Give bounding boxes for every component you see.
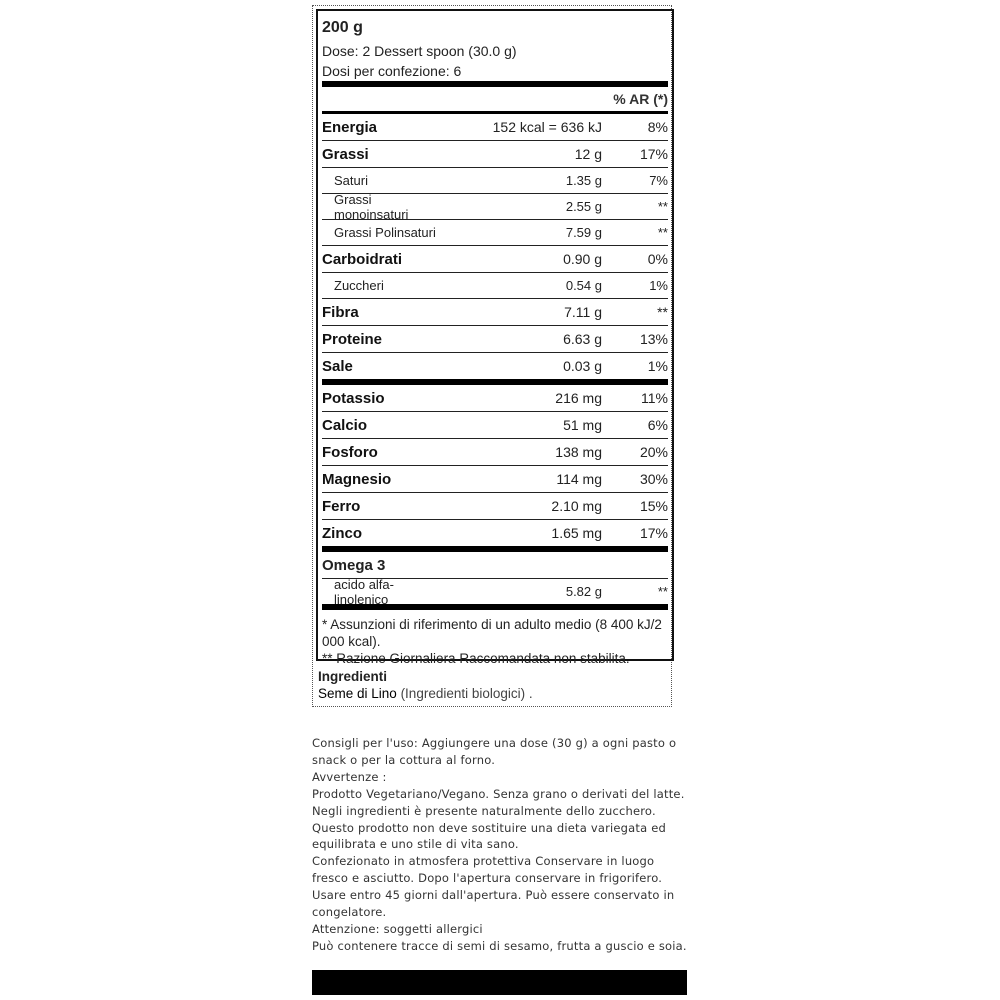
nutrient-row	[322, 299, 668, 326]
nutrient-name: Grassi Polinsaturi	[334, 225, 436, 240]
footnote: ** Razione Giornaliera Raccomandata non stabilita.	[322, 651, 630, 666]
nutrient-row	[322, 576, 668, 607]
nutrient-name: Magnesio	[322, 470, 392, 488]
nutrient-value: 216 mg	[555, 390, 602, 406]
nutrient-value: 7.11 g	[564, 304, 602, 320]
nutrient-row	[322, 493, 668, 520]
footnote: * Assunzioni di riferimento di un adulto medio (8 400 kJ/2 000 kcal).	[322, 617, 662, 649]
nutrient-value: 2.10 mg	[551, 498, 602, 514]
nutrient-pct: 20%	[639, 444, 668, 460]
ingredient-note: (Ingredienti biologici) .	[396, 686, 533, 701]
nutrient-value: 5.82 g	[565, 584, 602, 599]
description-paragraph: Può contenere tracce di semi di sesamo, frutta a guscio e soia.	[312, 938, 687, 953]
ar-header: % AR (*)	[613, 91, 668, 107]
footnotes	[322, 616, 668, 667]
nutrient-value: 6.63 g	[563, 331, 602, 347]
nutrient-row	[322, 466, 668, 493]
nutrient-pct: 6%	[647, 417, 668, 433]
nutrient-row	[322, 168, 668, 194]
nutrient-pct: 11%	[641, 390, 668, 406]
nutrient-name: Saturi	[334, 173, 368, 188]
nutrient-value: 51 mg	[563, 417, 602, 433]
doses-per-pack: Dosi per confezione: 6	[322, 63, 462, 79]
nutrient-pct: 17%	[639, 146, 668, 162]
nutrient-name: Grassi monoinsaturi	[334, 191, 409, 222]
nutrient-pct: 0%	[647, 251, 668, 267]
nutrient-name: Zinco	[322, 524, 362, 542]
nutrient-name: Zuccheri	[334, 278, 384, 293]
nutrient-name: Carboidrati	[322, 250, 403, 268]
nutrient-value: 138 mg	[555, 444, 602, 460]
nutrient-name: acido alfa-linolenico	[334, 576, 394, 607]
nutrient-pct: **	[657, 584, 668, 599]
description-paragraph: Attenzione: soggetti allergici	[312, 921, 483, 936]
nutrient-name: Proteine	[322, 330, 383, 348]
nutrient-name: Calcio	[322, 416, 368, 434]
nutrient-pct: **	[657, 225, 668, 240]
nutrient-row	[322, 353, 668, 379]
nutrient-pct: 30%	[639, 471, 668, 487]
black-bar	[312, 970, 687, 995]
nutrient-pct: 17%	[639, 525, 668, 541]
description-paragraph: Confezionato in atmosfera protettiva Conservare in luogo fresco e asciutto. Dopo l'apertura conservare in frigorifero. Usare entro 45 giorni dall'apertura. Può essere conservato in congelatore.	[312, 854, 675, 920]
nutrient-value: 114 mg	[556, 471, 602, 487]
nutrition-table	[316, 9, 674, 666]
nutrient-row	[322, 141, 668, 168]
description-paragraph: Consigli per l'uso: Aggiungere una dose (30 g) a ogni pasto o snack o per la cottura al forno.	[312, 736, 677, 767]
nutrient-name: Fosforo	[322, 443, 378, 461]
ingredient-main: Seme di Lino	[318, 686, 397, 701]
dose: Dose: 2 Dessert spoon (30.0 g)	[322, 43, 517, 59]
nutrient-row	[322, 412, 668, 439]
nutrient-value: 1.65 mg	[551, 525, 602, 541]
nutrient-row	[322, 326, 668, 353]
nutrient-pct: **	[657, 304, 668, 320]
nutrition-panel	[312, 5, 672, 707]
nutrient-name: Grassi	[322, 145, 369, 163]
nutrient-pct: 8%	[647, 119, 668, 135]
nutrient-row	[322, 273, 668, 299]
nutrient-pct: 1%	[649, 278, 668, 293]
description-paragraph: Avvertenze :	[312, 769, 387, 784]
nutrient-value: 2.55 g	[565, 199, 602, 214]
nutrient-value: 12 g	[574, 146, 602, 162]
nutrient-name: Potassio	[322, 389, 385, 407]
nutrient-value: 0.03 g	[563, 358, 602, 374]
nutrient-row	[322, 114, 668, 141]
nutrient-row	[322, 191, 668, 222]
nutrient-pct: **	[657, 199, 668, 214]
nutrient-pct: 15%	[639, 498, 668, 514]
pack-weight: 200 g	[322, 19, 363, 36]
nutrient-value: 0.90 g	[563, 251, 602, 267]
omega-title: Omega 3	[322, 552, 668, 579]
nutrient-pct: 13%	[639, 331, 668, 347]
nutrient-row	[322, 439, 668, 466]
nutrient-name: Ferro	[322, 497, 361, 515]
ingredients	[318, 668, 533, 702]
product-description	[312, 735, 692, 955]
nutrient-value: 152 kcal = 636 kJ	[492, 119, 602, 135]
nutrient-pct: 7%	[649, 173, 668, 188]
nutrient-value: 0.54 g	[565, 278, 602, 293]
nutrient-name: Sale	[322, 357, 353, 375]
nutrient-row	[322, 520, 668, 546]
nutrient-row	[322, 385, 668, 412]
nutrient-value: 7.59 g	[565, 225, 602, 240]
nutrient-row	[322, 220, 668, 246]
nutrient-value: 1.35 g	[565, 173, 602, 188]
nutrient-row	[322, 246, 668, 273]
nutrient-name: Fibra	[322, 303, 359, 321]
nutrient-pct: 1%	[647, 358, 668, 374]
ingredients-title: Ingredienti	[318, 669, 388, 684]
description-paragraph: Prodotto Vegetariano/Vegano. Senza grano o derivati del latte. Negli ingredienti è presente naturalmente dello zucchero. Questo prodotto non deve sostituire una dieta variegata ed equilibrata e uno stile di vita sano.	[312, 786, 685, 852]
nutrient-name: Energia	[322, 118, 378, 136]
